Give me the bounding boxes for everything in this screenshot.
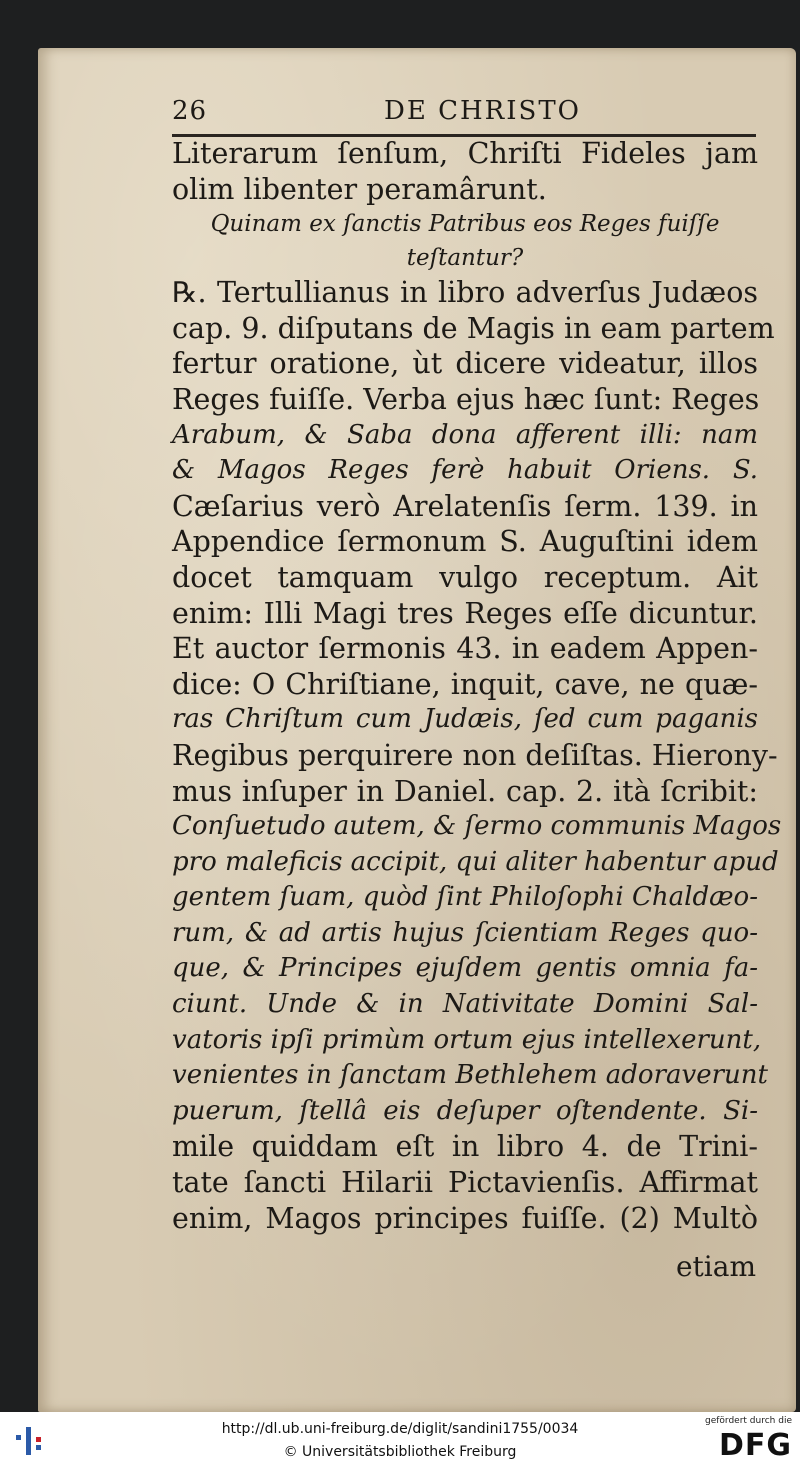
dfg-logo-text: DFG (718, 1428, 792, 1463)
funder-note: gefördert durch die (705, 1416, 792, 1426)
text-line: dice: O Chriſtiane, inquit, cave, ne quæ- (172, 667, 758, 701)
permalink-url[interactable]: http://dl.ub.uni-freiburg.de/diglit/sandini1755/0034 (221, 1421, 579, 1437)
dfg-logo (704, 1416, 792, 1464)
text-line: ras Chriſtum cum Judæis, ſed cum paganis (172, 704, 758, 735)
page-header (172, 92, 758, 130)
text-line: Conſuetudo autem, & ſermo communis Magos (172, 811, 782, 842)
copyright-notice: © Universitätsbibliothek Freiburg (283, 1444, 517, 1460)
text-line: ciunt. Unde & in Nativitate Domini Sal- (172, 989, 758, 1020)
text-line: Cæſarius verò Arelatenſis ſerm. 139. in (172, 489, 758, 523)
text-line: gentem ſuam, quòd ſint Philoſophi Chaldæo- (172, 882, 758, 913)
text-line: rum, & ad artis hujus ſcientiam Reges quo- (172, 917, 758, 948)
text-line: ℞. Tertullianus in libro adverſus Judæos (172, 276, 758, 310)
page-number: 26 (172, 96, 208, 126)
text-line: Et auctor ſermonis 43. in eadem Appen- (172, 632, 758, 666)
text-line: mile quiddam eſt in libro 4. de Trini- (172, 1130, 758, 1164)
viewer-footer (0, 1412, 800, 1467)
text-line: Reges fuiſſe. Verba ejus hæc ſunt: Reges (172, 382, 760, 416)
text-line: Regibus perquirere non deſiſtas. Hierony- (172, 738, 778, 772)
text-line: fertur oratione, ùt dicere videatur, illos (172, 347, 758, 381)
text-line: que, & Principes ejuſdem gentis omnia fa- (172, 953, 758, 984)
text-line: teſtantur? (406, 245, 524, 272)
running-head: DE CHRISTO (384, 96, 581, 126)
text-line: vatoris ipſi primùm ortum ejus intellexerunt, (172, 1024, 762, 1055)
text-line: puerum, ſtellâ eis deſuper oſtendente. Si- (172, 1095, 758, 1126)
text-line: tate ſancti Hilarii Pictavienſis. Affirmat (172, 1166, 758, 1200)
text-line: venientes in ſanctam Bethlehem adoraverunt (172, 1060, 768, 1091)
catchword: etiam (675, 1250, 756, 1283)
text-line: docet tamquam vulgo receptum. Ait (172, 560, 758, 594)
text-line: olim libenter peramârunt. (172, 172, 547, 206)
page-text (172, 92, 782, 1283)
text-lines (172, 136, 782, 1236)
text-line: cap. 9. diſputans de Magis in eam partem (172, 311, 775, 345)
text-line: & Magos Reges ferè habuit Oriens. S. (172, 455, 758, 486)
text-line: enim, Magos principes fuiſſe. (2) Multò (172, 1201, 758, 1235)
text-line: Appendice ſermonum S. Auguſtini idem (172, 525, 758, 559)
text-line: enim: Illi Magi tres Reges eſſe dicuntur. (172, 596, 758, 630)
text-line: mus inſuper in Daniel. cap. 2. ità ſcribit: (172, 774, 758, 808)
text-line: pro maleficis accipit, qui aliter habentur apud (172, 846, 779, 877)
text-line: Arabum, & Saba dona afferent illi: nam (172, 419, 758, 450)
text-line: Literarum ſenſum, Chriſti Fideles jam (172, 137, 758, 170)
text-line: Quinam ex ſanctis Patribus eos Reges fuiſſe (210, 211, 720, 238)
